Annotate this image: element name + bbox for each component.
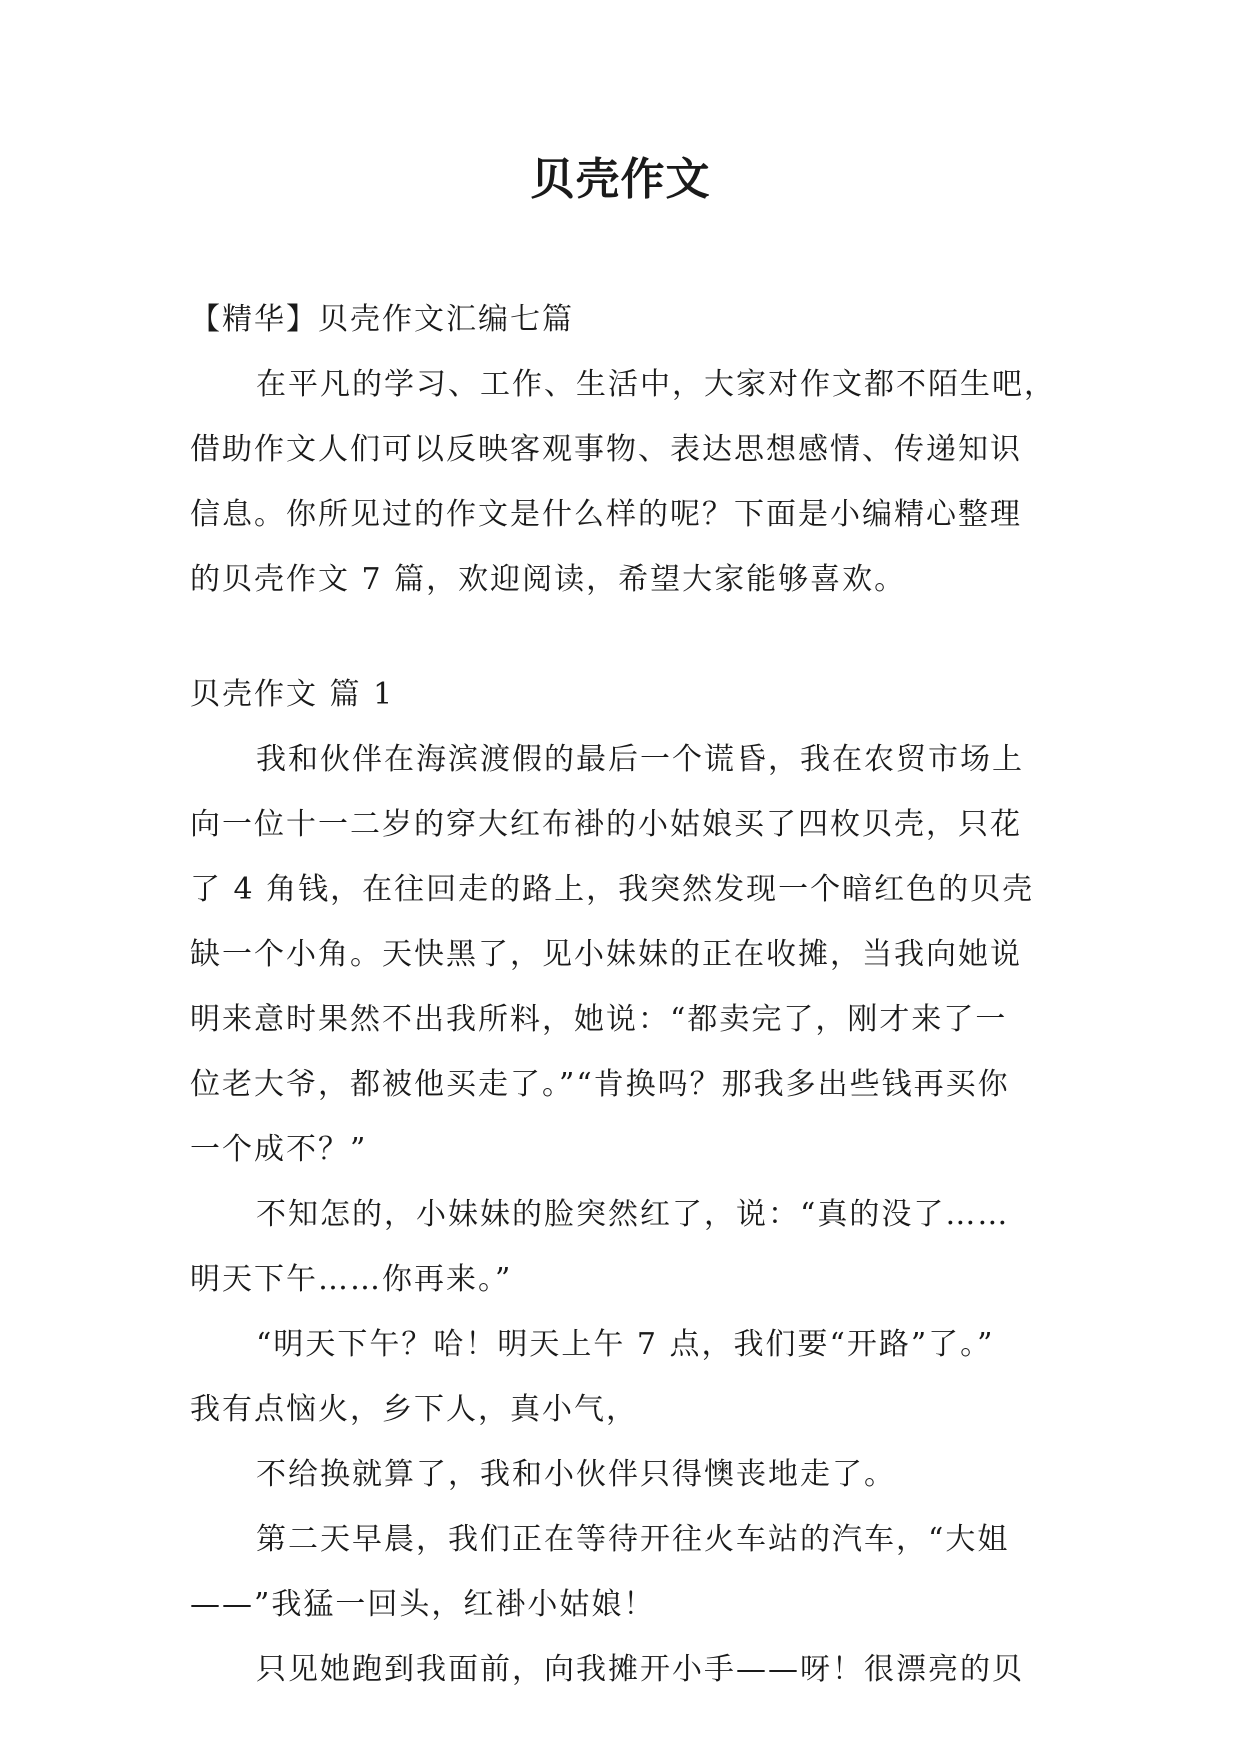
body-line: 我和伙伴在海滨渡假的最后一个谎昏，我在农贸市场上 (256, 742, 1024, 777)
body-line: 明来意时果然不出我所料，她说：“都卖完了，刚才来了一 (190, 1002, 1008, 1037)
paragraph-gap (190, 612, 1056, 662)
body-line: 不给换就算了，我和小伙伴只得懊丧地走了。 (256, 1457, 896, 1492)
essay-body (190, 727, 1056, 1702)
intro-line: 信息。你所见过的作文是什么样的呢？下面是小编精心整理 (190, 497, 1022, 532)
subtitle: 【精华】贝壳作文汇编七篇 (190, 302, 574, 337)
body-line: 我有点恼火，乡下人，真小气， (190, 1392, 638, 1427)
intro-line: 借助作文人们可以反映客观事物、表达思想感情、传递知识 (190, 432, 1022, 467)
body-line: 第二天早晨，我们正在等待开往火车站的汽车，“大姐 (256, 1522, 1010, 1557)
body-line: 了 4 角钱，在往回走的路上，我突然发现一个暗红色的贝壳 (190, 872, 1035, 907)
body-line: ——”我猛一回头，红褂小姑娘！ (190, 1587, 656, 1622)
intro-line: 在平凡的学习、工作、生活中，大家对作文都不陌生吧， (256, 367, 1056, 402)
body-line: 一个成不？” (190, 1132, 368, 1167)
body-line: 明天下午……你再来。” (190, 1262, 513, 1297)
body-line: 位老大爷，都被他买走了。”“肯换吗？那我多出些钱再买你 (190, 1067, 1010, 1102)
document-content (190, 287, 1056, 1702)
body-line: 缺一个小角。天快黑了，见小妹妹的正在收摊，当我向她说 (190, 937, 1022, 972)
body-line: 不知怎的，小妹妹的脸突然红了，说：“真的没了…… (256, 1197, 1010, 1232)
body-line: 只见她跑到我面前，向我摊开小手——呀！很漂亮的贝 (256, 1652, 1024, 1687)
body-line: 向一位十一二岁的穿大红布褂的小姑娘买了四枚贝壳，只花 (190, 807, 1022, 842)
intro-line: 的贝壳作文 7 篇，欢迎阅读，希望大家能够喜欢。 (190, 562, 907, 597)
body-line: “明天下午？哈！明天上午 7 点，我们要“开路”了。” (256, 1327, 995, 1362)
section-heading: 贝壳作文 篇 1 (190, 677, 395, 712)
document-title: 贝壳作文 (530, 154, 711, 205)
